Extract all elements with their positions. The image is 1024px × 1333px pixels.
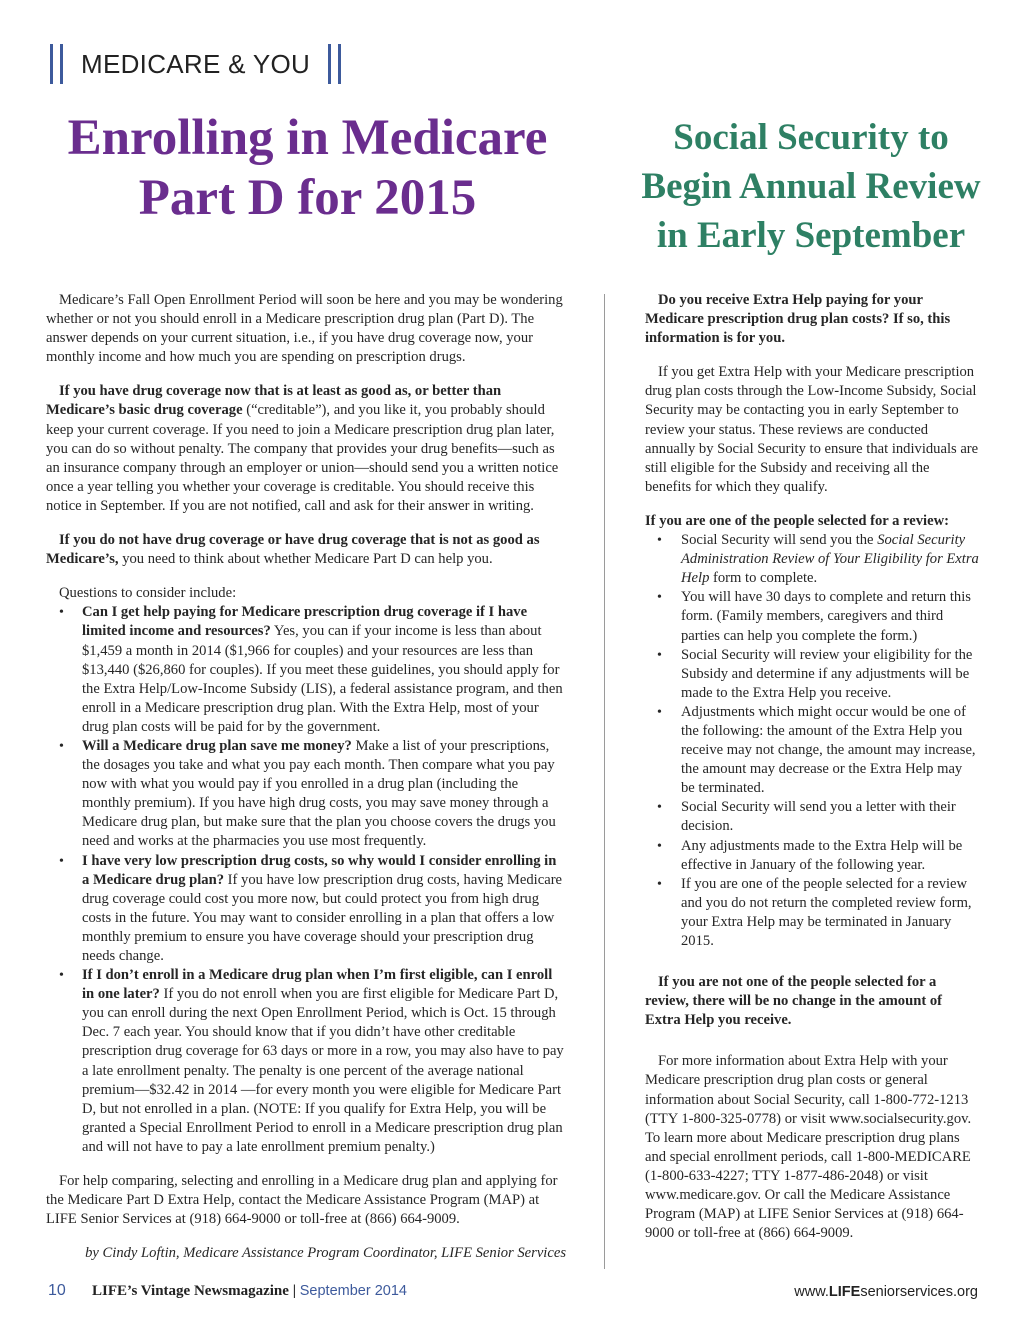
answer-text: Yes, you can if your income is less than about $1,459 a month in 2014 ($1,966 for couples) and your resources are less than $13,440 ($26,860 for couples). If you meet these guidelines, you should apply for the Extra Help/Low-Income Subsidy (LIS), a federal assistance program, and then enroll in a Medicare prescription drug plan. With the Extra Help, most of your drug plan costs will be paid for by the government. bbox=[82, 623, 563, 735]
questions-intro: Questions to consider include: bbox=[59, 585, 237, 602]
review-list-heading: If you are one of the people selected for a review: bbox=[645, 512, 949, 529]
right-lead bbox=[645, 291, 979, 348]
list-item bbox=[46, 737, 566, 852]
magazine-name bbox=[92, 1283, 407, 1300]
left-article-title bbox=[40, 108, 575, 228]
list-item: • If you are one of the people selected for a review and you do not return the completed review form, your Extra Help may be terminated in January 2015. bbox=[645, 875, 979, 951]
right-title-line-2: Begin Annual Review bbox=[641, 166, 981, 207]
question-text: If I don’t enroll in a Medicare drug plan when I’m first eligible, can I enroll in one later? bbox=[82, 967, 553, 1003]
left-title-line-1: Enrolling in Medicare bbox=[67, 110, 548, 166]
left-paragraph-coverage bbox=[46, 382, 566, 516]
bullet-text: Social Security will send you the bbox=[681, 532, 878, 549]
column-divider bbox=[604, 294, 605, 1269]
site-prefix: www. bbox=[794, 1284, 829, 1300]
list-item bbox=[46, 852, 566, 967]
left-paragraph-coverage-lead: If you have drug coverage now that is at least as good as, or better than Medicare’s basic drug coverage bbox=[46, 383, 502, 419]
byline: by Cindy Loftin, Medicare Assistance Program Coordinator, LIFE Senior Services bbox=[85, 1245, 566, 1262]
left-intro: Medicare’s Fall Open Enrollment Period will soon be here and you may be wondering whether or not you should enroll in a Medicare prescription drug plan (Part D). The answer depends on your current situation, i.e., if you have drug coverage now, your monthly income and how much you are spending on prescription drugs. bbox=[46, 292, 563, 366]
list-item: • Social Security will review your eligibility for the Subsidy and determine if any adjustments will be made to the Extra Help you receive. bbox=[645, 646, 979, 703]
left-closing: For help comparing, selecting and enrolling in a Medicare drug plan and applying for the Medicare Part D Extra Help, contact the Medicare Assistance Program (MAP) at LIFE Senior Services at (918) 664-9000 or toll-free at (866) 664-9009. bbox=[46, 1173, 558, 1228]
right-lead-text: Do you receive Extra Help paying for your Medicare prescription drug plan costs? If so, this information is for you. bbox=[645, 292, 951, 347]
bullet-text: form to complete. bbox=[709, 570, 818, 587]
issue-date: September 2014 bbox=[299, 1283, 407, 1299]
left-title-line-2: Part D for 2015 bbox=[138, 170, 477, 226]
more-info: For more information about Extra Help with your Medicare prescription drug plan costs or general information about Social Security, call 1-800-772-1213 (TTY 1-800-325-0778) or visit www.socialsecurity.gov. To learn more about Medicare prescription drug plans and special enrollment periods, call 1-800-MEDICARE (1-800-633-4227; TTY 1-877-486-2048) or visit www.medicare.gov. Or call the Medicare Assistance Program (MAP) at LIFE Senior Services at (918) 664-9000 or toll-free at (866) 664-9009. bbox=[645, 1053, 972, 1242]
page-footer bbox=[48, 1282, 978, 1306]
list-item: • Adjustments which might occur would be one of the following: the amount of the Extra Help you receive may not change, the amount may increase, the amount may decrease or the Extra Help may be terminated. bbox=[645, 703, 979, 798]
section-header bbox=[50, 42, 341, 86]
questions-list bbox=[46, 603, 566, 1157]
question-text: Will a Medicare drug plan save me money? bbox=[82, 737, 352, 754]
website-link[interactable] bbox=[794, 1284, 978, 1300]
header-bars-right bbox=[328, 44, 341, 84]
right-article-body bbox=[645, 291, 979, 1258]
list-item bbox=[46, 966, 566, 1157]
list-item: • You will have 30 days to complete and return this form. (Family members, caregivers and third parties can help you complete the form.) bbox=[645, 588, 979, 645]
page-number: 10 bbox=[48, 1282, 66, 1299]
left-paragraph-coverage-text: (“creditable”), and you like it, you probably should keep your current coverage. If you need to join a Medicare prescription drug plan later, you can do so without penalty. The company that provides your drug benefits—such as an insurance company through an employer or union—should send you a written notice once a year telling you whether your coverage is creditable. You should receive this notice in September. If you are not notified, call and ask for their answer in writing. bbox=[46, 402, 559, 514]
list-item: • Any adjustments made to the Extra Help will be effective in January of the following year. bbox=[645, 837, 979, 875]
question-text: Can I get help paying for Medicare prescription drug coverage if I have limited income and resources? bbox=[82, 604, 528, 640]
left-article-body bbox=[46, 291, 566, 1278]
list-item bbox=[46, 603, 566, 737]
not-selected-text: If you are not one of the people selected for a review, there will be no change in the amount of Extra Help you receive. bbox=[645, 974, 942, 1029]
question-text: I have very low prescription drug costs, so why would I consider enrolling in a Medicare drug plan? bbox=[82, 852, 557, 888]
right-title-line-1: Social Security to bbox=[673, 117, 949, 158]
list-item: • Social Security will send you a letter with their decision. bbox=[645, 798, 979, 836]
list-item bbox=[645, 531, 979, 588]
review-list bbox=[645, 531, 979, 951]
site-brand: LIFE bbox=[828, 1284, 861, 1300]
answer-text: If you have low prescription drug costs, having Medicare drug coverage could cost you more now, but could protect you from high drug costs in the future. You may want to consider enrolling in a plan that offers a low monthly premium to ensure you have coverage should your prescription drug needs change. bbox=[82, 871, 563, 964]
left-paragraph-no-coverage-lead: If you do not have drug coverage or have drug coverage that is not as good as Medicare’s, bbox=[46, 532, 540, 568]
left-paragraph-no-coverage-text: you need to think about whether Medicare Part D can help you. bbox=[118, 551, 493, 568]
header-bars-left bbox=[50, 44, 63, 84]
right-paragraph-1: If you get Extra Help with your Medicare prescription drug plan costs through the Low-Income Subsidy, Social Security may be contacting you in early September to review your status. These reviews are conducted annually by Social Security to ensure that individuals are still eligible for the Subsidy and receiving all the benefits for which they qualify. bbox=[645, 364, 979, 495]
answer-text: Make a list of your prescriptions, the dosages you take and what you pay each month. Then compare what you pay now with what you would pay if you enrolled in a drug plan (including the monthly premium). If you have high drug costs, you may save money through a Medicare drug plan, but make sure that the plan you choose covers the drugs you need and works at the pharmacies you use most frequently. bbox=[82, 737, 556, 850]
site-suffix: seniorservices.org bbox=[860, 1284, 978, 1300]
answer-text: If you do not enroll when you are first eligible for Medicare Part D, you can enroll during the next Open Enrollment Period, which is Oct. 15 through Dec. 7 each year. You should know that if you didn’t have other creditable prescription drug coverage for 63 days or more in a row, you may also have to pay a late enrollment penalty. The penalty is one percent of the average national premium—$32.42 in 2014 —for every month you were eligible for Medicare Part D, but not enrolled in a plan. (NOTE: If you qualify for Extra Help, you will be granted a Special Enrollment Period to enroll in a Medicare prescription drug plan and will not have to pay a late enrollment premium penalty.) bbox=[82, 986, 564, 1155]
not-selected-note bbox=[645, 973, 979, 1030]
section-label: MEDICARE & YOU bbox=[81, 48, 311, 79]
form-title: Social Security Administration Review of Your Eligibility for Extra Help bbox=[681, 532, 979, 587]
right-article-title bbox=[628, 113, 994, 260]
right-title-line-3: in Early September bbox=[656, 215, 966, 256]
footer-separator: | bbox=[288, 1283, 300, 1299]
left-paragraph-no-coverage bbox=[46, 531, 566, 569]
magazine-title: LIFE’s Vintage Newsmagazine bbox=[92, 1283, 289, 1299]
